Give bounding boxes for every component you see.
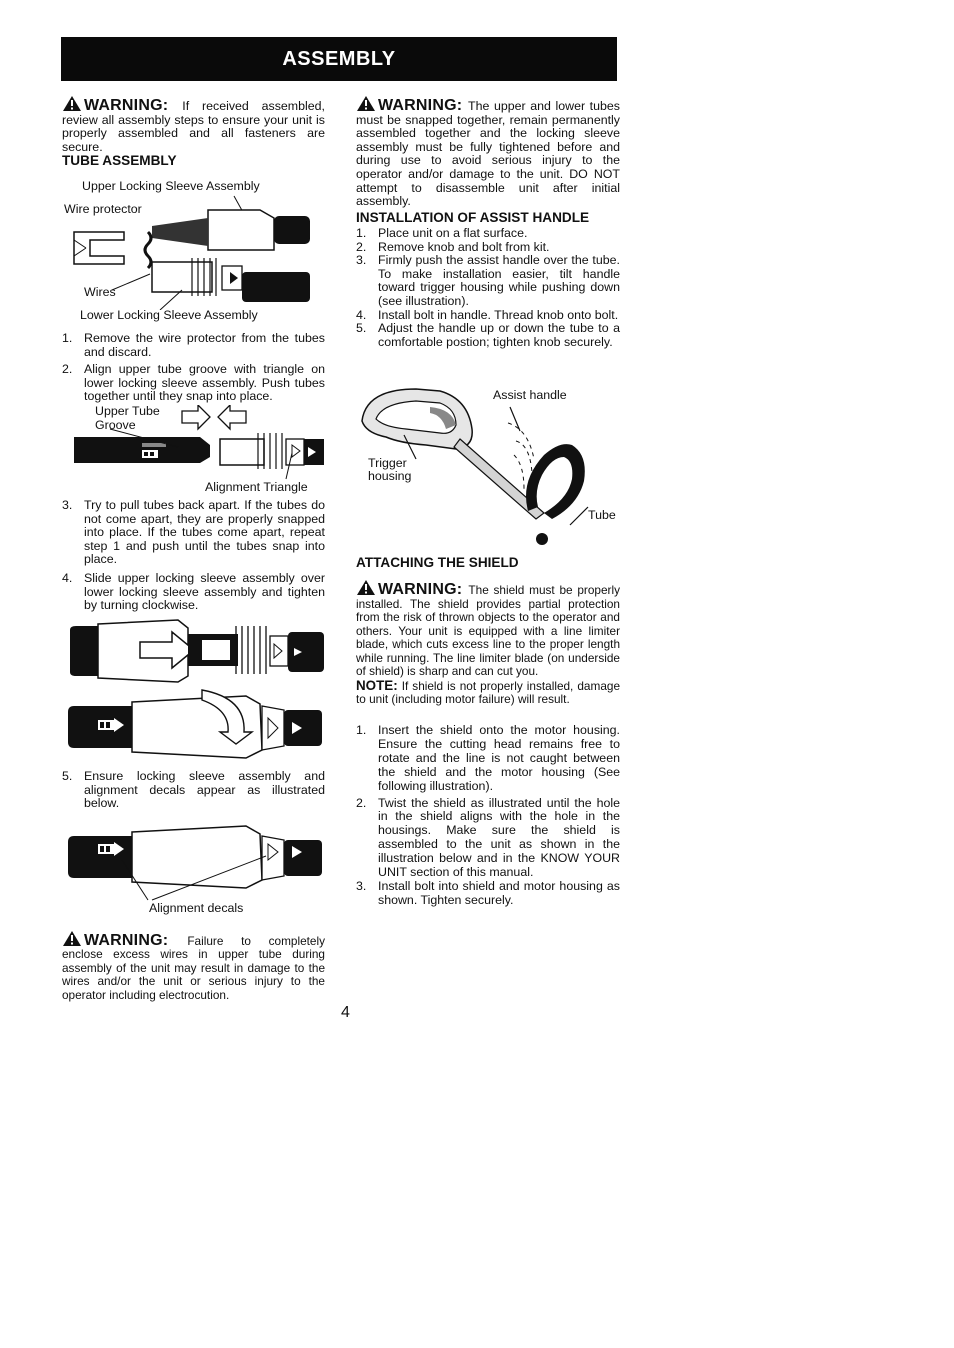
label-housing: housing xyxy=(368,469,412,483)
shield-step-2: 2. Twist the shield as illustrated until the hole in the shield aligns with the hole in the housings. Make sure the shield is assembled to the unit as shown in the illustration below and in the KNOW YOUR UNIT section of this manual. xyxy=(356,795,620,880)
note-paragraph xyxy=(356,679,620,707)
attaching-shield-heading: ATTACHING THE SHIELD xyxy=(356,555,519,570)
note-text: If shield is not properly installed, damage to unit (including motor failure) will result. xyxy=(356,678,621,706)
label-tube: Tube xyxy=(588,508,616,522)
label-trigger: Trigger xyxy=(368,456,407,470)
tube-step-5: 5. Ensure locking sleeve assembly and alignment decals appear as illustrated below. xyxy=(62,769,325,811)
slide-sleeve-illustration xyxy=(68,616,326,686)
assist-handle-heading: INSTALLATION OF ASSIST HANDLE xyxy=(356,210,590,225)
tube-assembly-illustration xyxy=(62,192,322,310)
turn-clockwise-illustration xyxy=(66,688,326,766)
warning-text: The shield must be properly installed. The shield provides partial protection from the risk of thrown objects to the operator and others. Your unit is equipped with a line limiter blade, which cuts excess line to the proper length while running. The line limiter blade (on underside of shield) is sharp and can cut you. xyxy=(356,583,620,678)
tube-step-4: 4. Slide upper locking sleeve assembly over lower locking sleeve assembly and tighten by turning clockwise. xyxy=(62,570,325,613)
label-upper-tube: Upper Tube xyxy=(95,404,160,418)
warning-label: WARNING: xyxy=(356,581,468,598)
tube-step-2: 2. Align upper tube groove with triangle on lower locking sleeve assembly. Push tubes together until they snap into place. xyxy=(62,362,325,404)
alignment-decals-illustration xyxy=(66,818,326,902)
shield-step-3: 3. Install bolt into shield and motor housing as shown. Tighten securely. xyxy=(356,878,620,907)
assist-handle-illustration xyxy=(356,385,618,545)
label-alignment-decals: Alignment decals xyxy=(149,901,244,915)
handle-step-3: 3. Firmly push the assist handle over the tube. To make installation easier, tilt handle toward trigger housing while pushing down (see illustration). xyxy=(356,253,620,308)
label-alignment-triangle: Alignment Triangle xyxy=(205,480,308,494)
label-wire-protector: Wire protector xyxy=(64,202,142,216)
section-title-banner xyxy=(61,37,617,81)
label-upper-locking-sleeve: Upper Locking Sleeve Assembly xyxy=(82,179,260,193)
warning-triangle-icon xyxy=(356,95,376,112)
label-lower-locking-sleeve: Lower Locking Sleeve Assembly xyxy=(80,308,258,322)
warning-label: WARNING: xyxy=(62,97,182,114)
section-title: ASSEMBLY xyxy=(282,47,396,70)
label-wires: Wires xyxy=(84,285,116,299)
shield-step-1: 1. Insert the shield onto the motor housing. Ensure the cutting head remains free to rotate and the line is not caught between the shield and the motor housing (See following illustration). xyxy=(356,723,620,793)
warning-text: Failure to completely enclose excess wires in upper tube during assembly of the unit may result in damage to the wires and/or the unit or serious injury to the operator including electrocution. xyxy=(62,934,325,1002)
warning-triangle-icon xyxy=(62,930,82,947)
tube-step-1: 1. Remove the wire protector from the tubes and discard. xyxy=(62,331,325,359)
page-number: 4 xyxy=(341,1004,350,1021)
handle-step-4: 4. Install bolt in handle. Thread knob onto bolt. xyxy=(356,307,619,322)
left-warning-1 xyxy=(62,95,325,154)
handle-step-1: 1. Place unit on a flat surface. xyxy=(356,226,528,240)
label-groove: Groove xyxy=(95,418,136,432)
warning-triangle-icon xyxy=(62,95,82,112)
warning-triangle-icon xyxy=(356,579,376,596)
handle-step-5: 5. Adjust the handle up or down the tube to a comfortable postion; tighten knob securely. xyxy=(356,321,620,349)
tube-step-3: 3. Try to pull tubes back apart. If the tubes do not come apart, they are properly snapped into place. If the tubes come apart, repeat step 1 and push until the tubes snap into place. xyxy=(62,498,325,567)
right-warning-2 xyxy=(356,579,620,707)
warning-label: WARNING: xyxy=(62,932,187,949)
tube-assembly-heading: TUBE ASSEMBLY xyxy=(62,153,177,168)
handle-step-2: 2. Remove knob and bolt from kit. xyxy=(356,239,550,254)
note-label: NOTE: xyxy=(356,677,398,693)
label-assist-handle: Assist handle xyxy=(493,388,567,402)
push-tubes-illustration xyxy=(70,405,326,481)
right-warning-1 xyxy=(356,95,620,209)
warning-text: If received assembled, review all assembly steps to ensure your unit is properly assembled and all fasteners are secure. xyxy=(62,99,325,154)
left-warning-2 xyxy=(62,930,325,1002)
warning-label: WARNING: xyxy=(356,97,468,114)
warning-text: The upper and lower tubes must be snapped together, remain permanently assembled together and the locking sleeve assembly must be fully tightened before and during use to avoid serious injury to the operator and/or damage to the unit. DO NOT attempt to disassemble unit after initial assembly. xyxy=(356,99,620,209)
